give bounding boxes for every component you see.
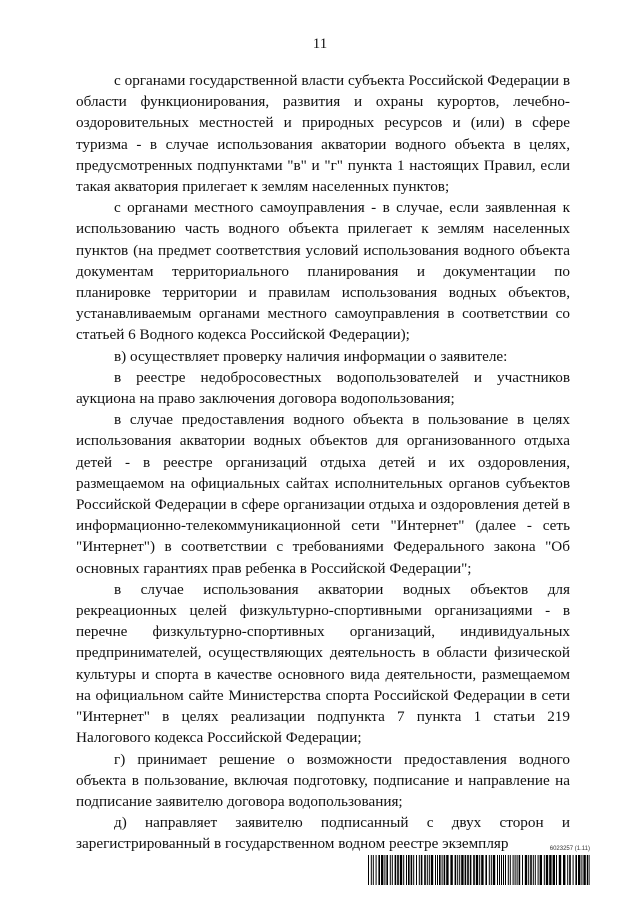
- paragraph: в случае предоставления водного объекта в пользование в целях использования акватории водных объектов для организованного отдыха детей - в реестре организаций отдыха детей и их оздоровления, размещаемом на официальных сайтах исполнительных органов субъектов Российской Федерации в сфере организации отдыха и оздоровления детей в информационно-телекоммуникационной сети "Интернет" (далее - сеть "Интернет") в соответствии с требованиями Федерального закона "Об основных гарантиях прав ребенка в Российской Федерации";: [76, 411, 570, 577]
- body-text: [76, 70, 570, 855]
- paragraph: в реестре недобросовестных водопользователей и участников аукциона на право заключения договора водопользования;: [76, 368, 570, 408]
- paragraph: д) направляет заявителю подписанный с двух сторон и зарегистрированный в государственном водном реестре экземпляр: [76, 814, 570, 853]
- barcode-caption: 6023257 (1.11): [549, 846, 590, 852]
- paragraph: в случае использования акватории водных объектов для рекреационных целей физкультурно-спортивными организациями - в перечне физкультурно-спортивных организаций, индивидуальных предпринимателей, осуществляющих деятельность в области физической культуры и спорта в качестве основного вида деятельности, размещаемом на официальном сайте Министерства спорта Российской Федерации в сети "Интернет" в целях реализации подпункта 7 пункта 1 статьи 219 Налогового кодекса Российской Федерации;: [76, 580, 570, 747]
- paragraph: в) осуществляет проверку наличия информации о заявителе:: [114, 347, 508, 365]
- barcode-block: [368, 846, 590, 886]
- barcode-icon: [368, 855, 590, 885]
- paragraph: с органами государственной власти субъекта Российской Федерации в области функционирования, развития и охраны курортов, лечебно-оздоровительных местностей и природных ресурсов и (или) в сфере туризма - в случае использования акватории водного объекта в целях, предусмотренных подпунктами "в" и "г" пункта 1 настоящих Правил, если такая акватория прилегает к землям населенных пунктов;: [76, 72, 570, 196]
- page-number: 11: [312, 36, 328, 52]
- paragraph: с органами местного самоуправления - в случае, если заявленная к использованию часть водного объекта прилегает к землям населенных пунктов (на предмет соответствия условий использования водного объекта документам территориального планирования и документации по планировке территории и правилам использования водных объектов, устанавливаемым органами местного самоуправления в соответствии со статьей 6 Водного кодекса Российской Федерации);: [76, 199, 570, 344]
- paragraph: г) принимает решение о возможности предоставления водного объекта в пользование, включая подготовку, подписание и направление на подписание заявителю договора водопользования;: [76, 750, 570, 810]
